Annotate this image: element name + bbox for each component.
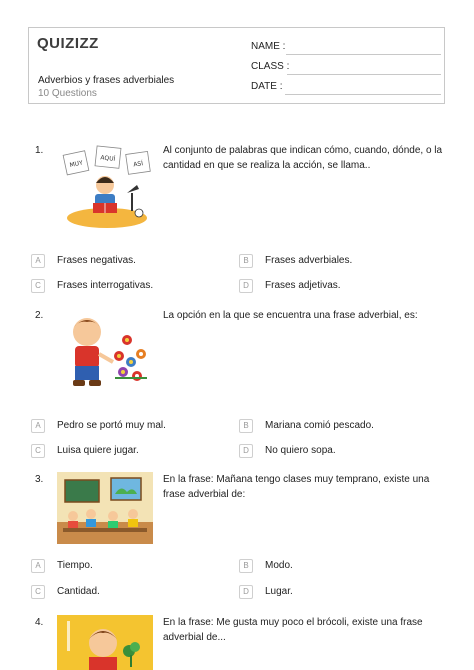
option-letter: B <box>239 254 253 268</box>
option-letter: D <box>239 444 253 458</box>
question-text: En la frase: Me gusta muy poco el brócoli, existe una frase adverbial de... <box>163 617 423 643</box>
option-text: Mariana comió pescado. <box>265 420 374 431</box>
class-line[interactable] <box>287 74 441 75</box>
option-b[interactable] <box>239 254 439 268</box>
question-text: En la frase: Mañana tengo clases muy temprano, existe una frase adverbial de: <box>163 474 430 500</box>
option-letter: B <box>239 419 253 433</box>
option-letter: C <box>31 585 45 599</box>
option-text: Frases interrogativas. <box>57 280 154 291</box>
option-d[interactable] <box>239 585 439 599</box>
date-line[interactable] <box>285 94 441 95</box>
option-letter: D <box>239 279 253 293</box>
option-a[interactable] <box>31 559 221 573</box>
worksheet-title: Adverbios y frases adverbiales <box>38 75 175 86</box>
quizizz-logo: QUIZIZZ <box>37 35 99 52</box>
option-c[interactable] <box>31 444 221 458</box>
class-field[interactable] <box>251 61 441 75</box>
question-3-illustration <box>57 472 153 544</box>
question-number: 4. <box>35 617 44 628</box>
option-text: Pedro se portó muy mal. <box>57 420 166 431</box>
name-label: NAME : <box>251 41 286 52</box>
option-letter: C <box>31 444 45 458</box>
option-text: Lugar. <box>265 586 293 597</box>
question-number: 3. <box>35 474 44 485</box>
date-label: DATE : <box>251 81 283 92</box>
option-letter: C <box>31 279 45 293</box>
question-2-illustration <box>57 310 153 395</box>
option-text: Tiempo. <box>57 560 93 571</box>
option-d[interactable] <box>239 444 439 458</box>
option-d[interactable] <box>239 279 439 293</box>
word-card-muy: MUY <box>69 159 84 170</box>
option-b[interactable] <box>239 559 439 573</box>
option-letter: A <box>31 419 45 433</box>
date-field[interactable] <box>251 81 441 95</box>
option-a[interactable] <box>31 254 221 268</box>
option-text: Cantidad. <box>57 586 100 597</box>
question-text: Al conjunto de palabras que indican cómo, cuando, dónde, o la cantidad en que se realiza la acción, se llama.. <box>163 145 443 171</box>
option-text: No quiero sopa. <box>265 445 336 456</box>
word-card-aqui: AQUÍ <box>100 154 116 163</box>
question-4-illustration <box>57 615 153 670</box>
option-c[interactable] <box>31 279 221 293</box>
option-letter: A <box>31 254 45 268</box>
option-b[interactable] <box>239 419 439 433</box>
question-count: 10 Questions <box>38 88 97 99</box>
option-text: Luisa quiere jugar. <box>57 445 139 456</box>
option-text: Frases adverbiales. <box>265 255 353 266</box>
option-text: Modo. <box>265 560 293 571</box>
worksheet-header <box>28 27 445 104</box>
option-a[interactable] <box>31 419 221 433</box>
option-letter: D <box>239 585 253 599</box>
word-card-asi: ASÍ <box>132 160 144 169</box>
class-label: CLASS : <box>251 61 290 72</box>
name-field[interactable] <box>251 41 441 55</box>
question-text: La opción en la que se encuentra una frase adverbial, es: <box>163 310 418 321</box>
question-number: 1. <box>35 145 44 156</box>
option-c[interactable] <box>31 585 221 599</box>
question-1-illustration <box>57 143 153 228</box>
option-letter: A <box>31 559 45 573</box>
question-number: 2. <box>35 310 44 321</box>
option-text: Frases negativas. <box>57 255 136 266</box>
option-text: Frases adjetivas. <box>265 280 341 291</box>
name-line[interactable] <box>286 54 441 55</box>
option-letter: B <box>239 559 253 573</box>
